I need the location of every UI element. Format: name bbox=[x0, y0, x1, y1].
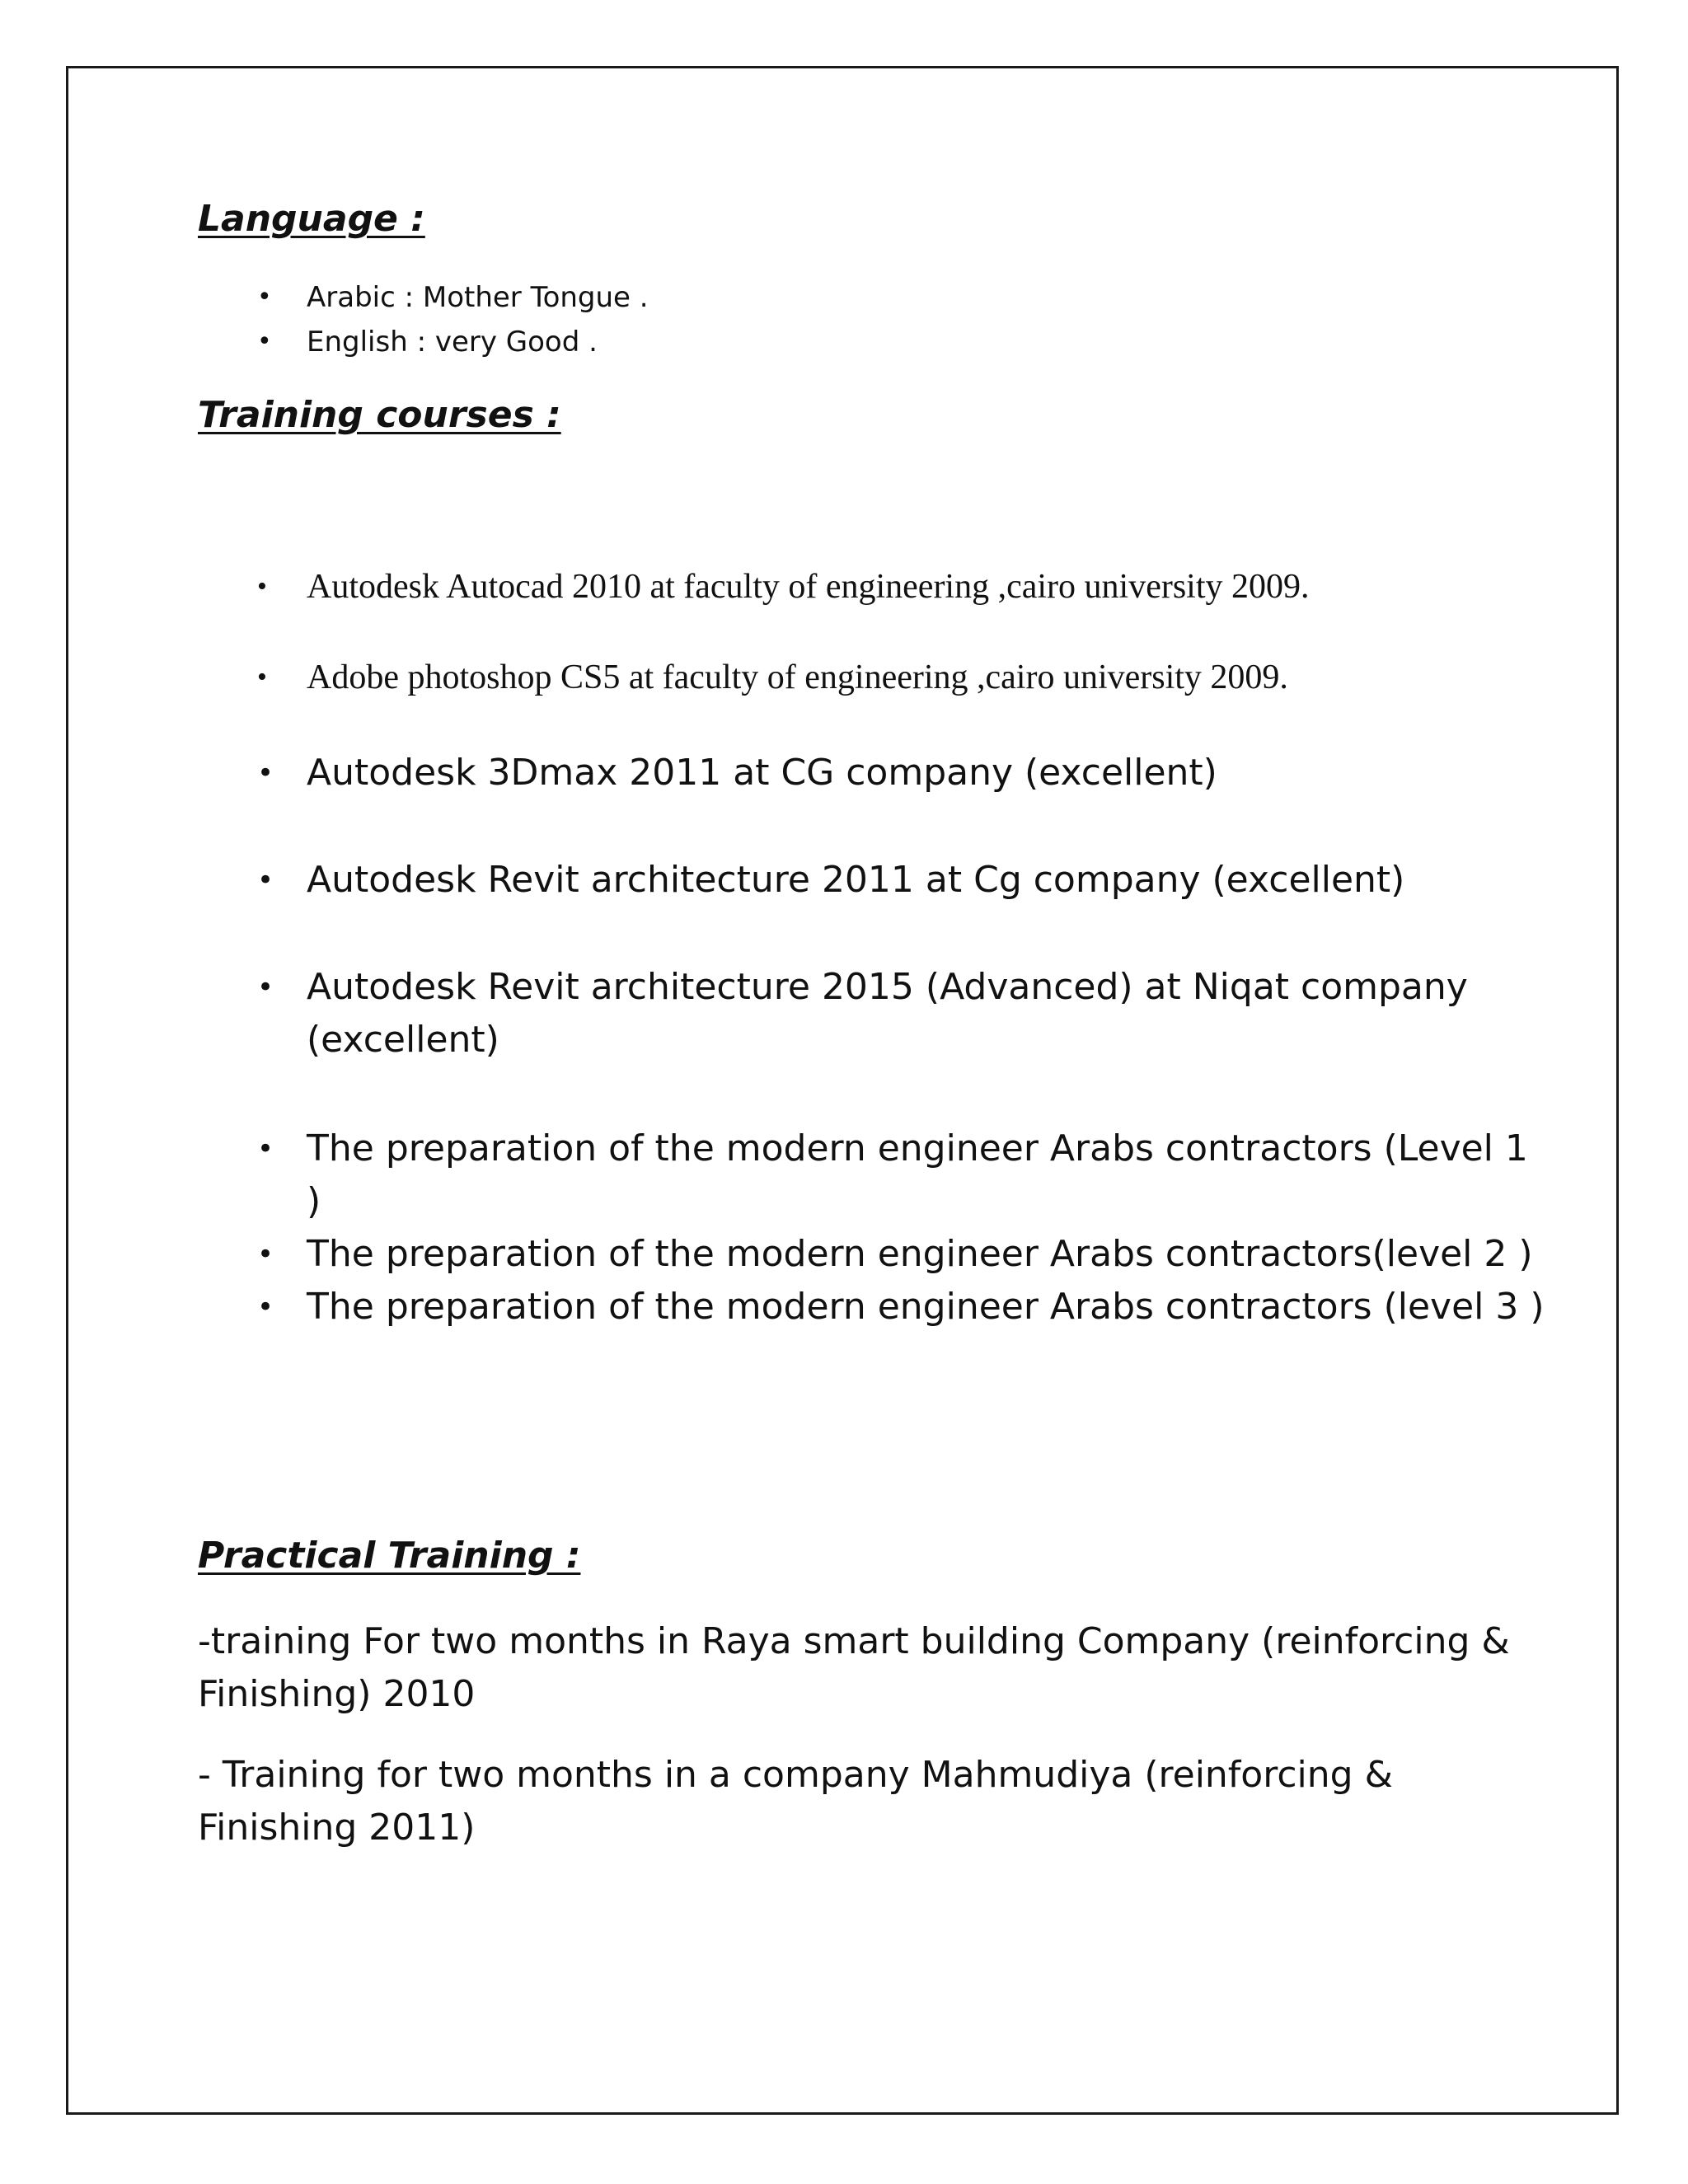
bullet-icon: • bbox=[257, 327, 272, 356]
course-revit-2011: Autodesk Revit architecture 2011 at Cg company (excellent) bbox=[307, 859, 1405, 901]
bullet-icon: • bbox=[257, 971, 274, 1004]
bullet-icon: • bbox=[257, 1291, 274, 1324]
training-courses-list-serif-2 bbox=[198, 653, 1550, 702]
list-item bbox=[198, 747, 1550, 799]
bullet-icon: • bbox=[257, 662, 267, 692]
list-item bbox=[198, 653, 1550, 702]
list-item bbox=[198, 1281, 1550, 1333]
bullet-icon: • bbox=[257, 283, 272, 312]
course-arabs-level-1: The preparation of the modern engineer Arabs contractors (Level 1 ) bbox=[307, 1127, 1528, 1222]
list-item bbox=[198, 1228, 1550, 1281]
training-courses-list-revit-2015 bbox=[198, 961, 1550, 1066]
language-heading: Language : bbox=[198, 198, 425, 240]
list-item bbox=[198, 854, 1550, 907]
course-arabs-level-3: The preparation of the modern engineer Arabs contractors (level 3 ) bbox=[307, 1286, 1545, 1328]
bullet-icon: • bbox=[257, 1132, 274, 1165]
list-item bbox=[198, 961, 1550, 1066]
bullet-icon: • bbox=[257, 864, 274, 897]
bullet-icon: • bbox=[257, 571, 267, 602]
course-revit-2015: Autodesk Revit architecture 2015 (Advanced) at Niqat company (excellent) bbox=[307, 966, 1468, 1061]
list-item bbox=[198, 1122, 1550, 1228]
list-item bbox=[198, 320, 1550, 364]
training-courses-list-arabs bbox=[198, 1122, 1550, 1333]
course-arabs-level-2: The preparation of the modern engineer Arabs contractors(level 2 ) bbox=[307, 1233, 1533, 1275]
practical-training-raya: -training For two months in Raya smart building Company (reinforcing & Finishing) 2010 bbox=[198, 1620, 1510, 1715]
language-english: English : very Good . bbox=[307, 326, 598, 359]
training-courses-list-revit-2011 bbox=[198, 854, 1550, 907]
bullet-icon: • bbox=[257, 1238, 274, 1271]
course-photoshop: Adobe photoshop CS5 at faculty of engineering ,cairo university 2009. bbox=[307, 658, 1288, 696]
course-autocad: Autodesk Autocad 2010 at faculty of engineering ,cairo university 2009. bbox=[307, 568, 1310, 606]
training-courses-heading: Training courses : bbox=[198, 394, 561, 436]
list-item bbox=[198, 562, 1550, 612]
list-item bbox=[198, 275, 1550, 320]
practical-training-heading: Practical Training : bbox=[198, 1535, 581, 1577]
course-3dmax: Autodesk 3Dmax 2011 at CG company (excellent) bbox=[307, 752, 1217, 794]
training-courses-list-3dmax bbox=[198, 747, 1550, 799]
language-arabic: Arabic : Mother Tongue . bbox=[307, 281, 649, 314]
practical-training-mahmudiya: - Training for two months in a company Mahmudiya (reinforcing & Finishing 2011) bbox=[198, 1754, 1393, 1849]
language-list bbox=[198, 275, 1550, 364]
bullet-icon: • bbox=[257, 757, 274, 790]
training-courses-list-serif bbox=[198, 562, 1550, 612]
